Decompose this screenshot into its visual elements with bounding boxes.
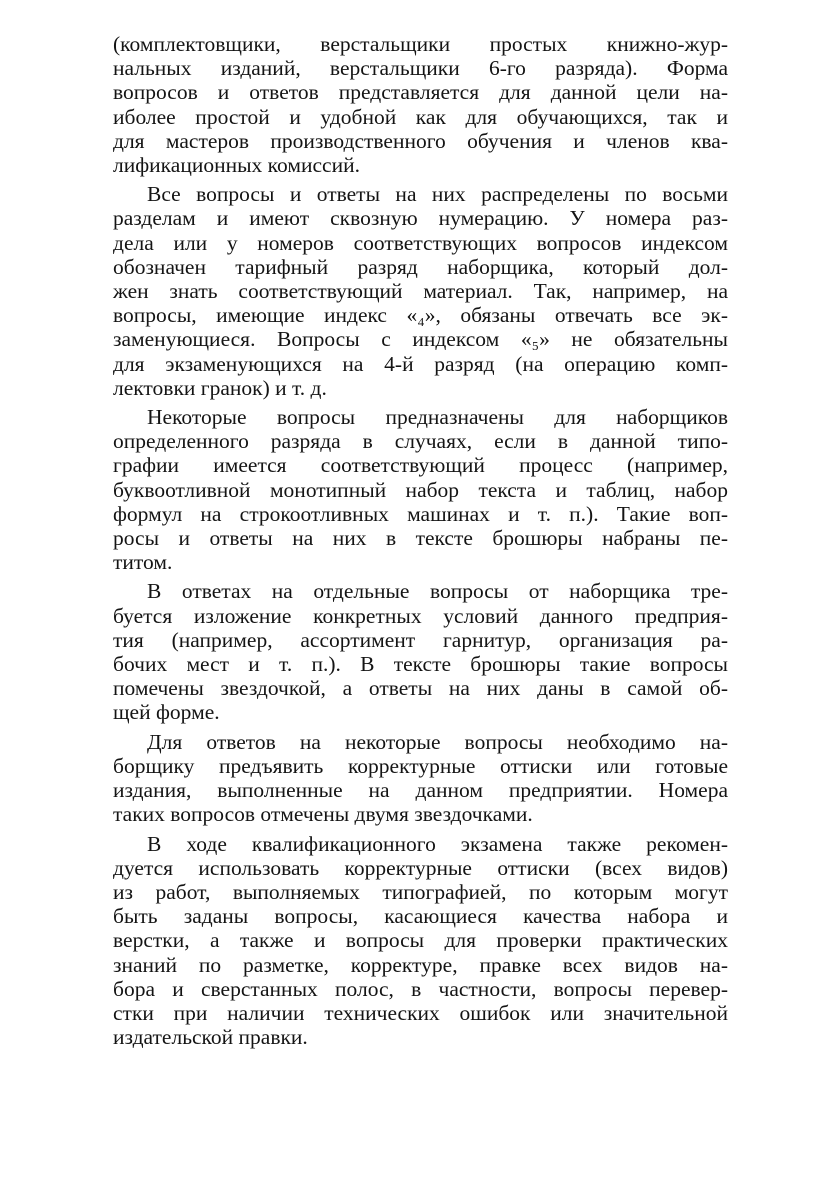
- text-line: дуется использовать корректурные оттиски (всех видов): [113, 855, 728, 880]
- text-line: буквоотливной монотипный набор текста и таблиц, набор: [113, 477, 728, 502]
- text-line: жен знать соответствующий материал. Так, например, на: [113, 279, 728, 304]
- paragraph-2: [113, 182, 728, 400]
- text-line: борщику предъявить корректурные оттиски или готовые: [113, 753, 728, 778]
- text-line: вопросы, имеющие индекс «₄», обязаны отвечать все эк-: [113, 303, 728, 328]
- text-line: заменующиеся. Вопросы с индексом «₅» не обязательны: [113, 327, 728, 352]
- text-line: таких вопросов отмечены двумя звездочками.: [113, 802, 533, 827]
- text-line: обозначен тарифный разряд наборщика, который дол-: [113, 254, 728, 279]
- text-line: дела или у номеров соответствующих вопросов индексом: [113, 230, 728, 255]
- text-line: Некоторые вопросы предназначены для наборщиков: [147, 405, 728, 430]
- text-line: Для ответов на некоторые вопросы необходимо на-: [147, 729, 728, 754]
- text-line: для мастеров производственного обучения и членов ква-: [113, 128, 728, 153]
- text-line: титом.: [113, 550, 173, 575]
- text-line: знаний по разметке, корректуре, правке всех видов на-: [113, 952, 728, 977]
- text-line: быть заданы вопросы, касающиеся качества набора и: [113, 904, 728, 929]
- paragraph-5: [113, 730, 728, 827]
- text-line: В ответах на отдельные вопросы от наборщика тре-: [147, 579, 728, 604]
- text-line: тия (например, ассортимент гарнитур, организация ра-: [113, 627, 728, 652]
- text-line: разделам и имеют сквозную нумерацию. У номера раз-: [113, 206, 728, 231]
- text-line: для экзаменующихся на 4-й разряд (на операцию комп-: [113, 351, 728, 376]
- text-line: издания, выполненные на данном предприятии. Номера: [113, 778, 728, 803]
- text-line: буется изложение конкретных условий данного предприя-: [113, 603, 728, 628]
- text-line: из работ, выполняемых типографией, по которым могут: [113, 879, 728, 904]
- text-line: бора и сверстанных полос, в частности, вопросы перевер-: [113, 976, 728, 1001]
- text-line: нальных изданий, верстальщики 6-го разряда). Форма: [113, 56, 728, 81]
- text-line: лификационных комиссий.: [113, 153, 360, 178]
- text-line: формул на строкоотливных машинах и т. п.). Такие воп-: [113, 501, 728, 526]
- text-line: графии имеется соответствующий процесс (например,: [113, 453, 728, 478]
- text-line: (комплектовщики, верстальщики простых книжно-жур-: [113, 32, 728, 56]
- text-line: росы и ответы на них в тексте брошюры набраны пе-: [113, 526, 728, 551]
- text-line: щей форме.: [113, 700, 220, 725]
- text-line: В ходе квалификационного экзамена также рекомен-: [147, 831, 728, 856]
- text-line: лектовки гранок) и т. д.: [113, 375, 327, 400]
- text-line: верстки, а также и вопросы для проверки практических: [113, 928, 728, 953]
- page-text-block: [113, 32, 728, 1054]
- text-line: издательской правки.: [113, 1025, 308, 1050]
- text-line: иболее простой и удобной как для обучающихся, так и: [113, 104, 728, 129]
- paragraph-6: [113, 832, 728, 1050]
- paragraph-3: [113, 405, 728, 574]
- text-line: определенного разряда в случаях, если в данной типо-: [113, 429, 728, 454]
- text-line: Все вопросы и ответы на них распределены по восьми: [147, 182, 728, 207]
- text-line: стки при наличии технических ошибок или значительной: [113, 1000, 728, 1025]
- paragraph-4: [113, 579, 728, 724]
- text-line: помечены звездочкой, а ответы на них даны в самой об-: [113, 676, 728, 701]
- paragraph-1: [113, 32, 728, 177]
- text-line: бочих мест и т. п.). В тексте брошюры такие вопросы: [113, 652, 728, 677]
- text-line: вопросов и ответов представляется для данной цели на-: [113, 80, 728, 105]
